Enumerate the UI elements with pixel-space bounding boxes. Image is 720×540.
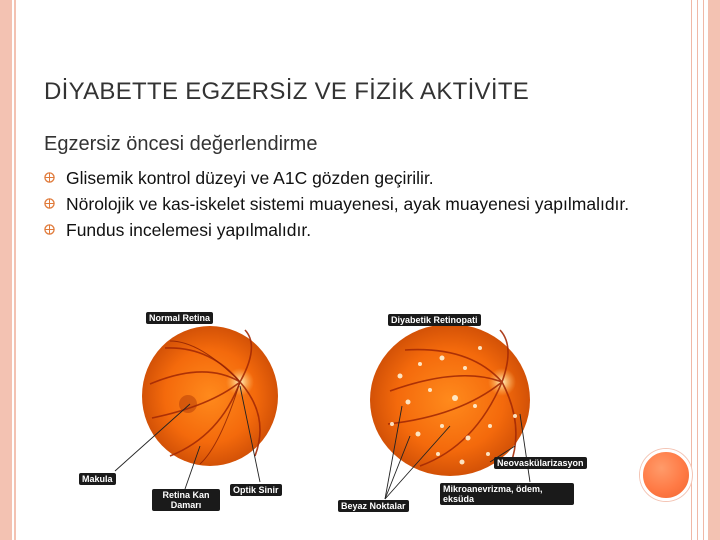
bullet-text: Nörolojik ve kas-iskelet sistemi muayenesi, ayak muayenesi yapılmalıdır. xyxy=(66,194,630,214)
decorative-orange-circle xyxy=(640,449,692,501)
bullet-list xyxy=(44,166,644,244)
optic-nerve-label: Optik Sinir xyxy=(230,484,282,496)
circle-cross-bullet-icon xyxy=(44,198,55,209)
normal-retina-label: Normal Retina xyxy=(146,312,213,324)
makula-label: Makula xyxy=(79,473,116,485)
normal-retina-image xyxy=(142,326,278,466)
left-frame-line xyxy=(14,0,16,540)
neovascularization-label: Neovaskülarizasyon xyxy=(494,457,587,469)
right-frame-line xyxy=(697,0,698,540)
circle-cross-bullet-icon xyxy=(44,172,55,183)
right-frame-line xyxy=(691,0,692,540)
circle-cross-bullet-icon xyxy=(44,224,55,235)
slide-subtitle: Egzersiz öncesi değerlendirme xyxy=(44,133,318,155)
microaneurysm-label: Mikroanevrizma, ödem, eksüda xyxy=(440,483,574,505)
bullet-text: Fundus incelemesi yapılmalıdır. xyxy=(66,220,312,240)
right-frame-line xyxy=(703,0,704,540)
slide-title: DİYABETTE EGZERSİZ VE FİZİK AKTİVİTE xyxy=(44,78,530,105)
bullet-item xyxy=(44,218,644,242)
white-spots-label: Beyaz Noktalar xyxy=(338,500,409,512)
bullet-text: Glisemik kontrol düzeyi ve A1C gözden geçirilir. xyxy=(66,168,434,188)
diabetic-retinopathy-label: Diyabetik Retinopati xyxy=(388,314,481,326)
left-frame-bar xyxy=(0,0,12,540)
right-frame-bar xyxy=(708,0,720,540)
bullet-item xyxy=(44,166,644,190)
retina-vessels-label: Retina Kan Damarı xyxy=(152,489,220,511)
bullet-item xyxy=(44,192,644,216)
diabetic-retinopathy-image xyxy=(370,324,530,476)
retina-comparison-figure xyxy=(70,306,610,518)
